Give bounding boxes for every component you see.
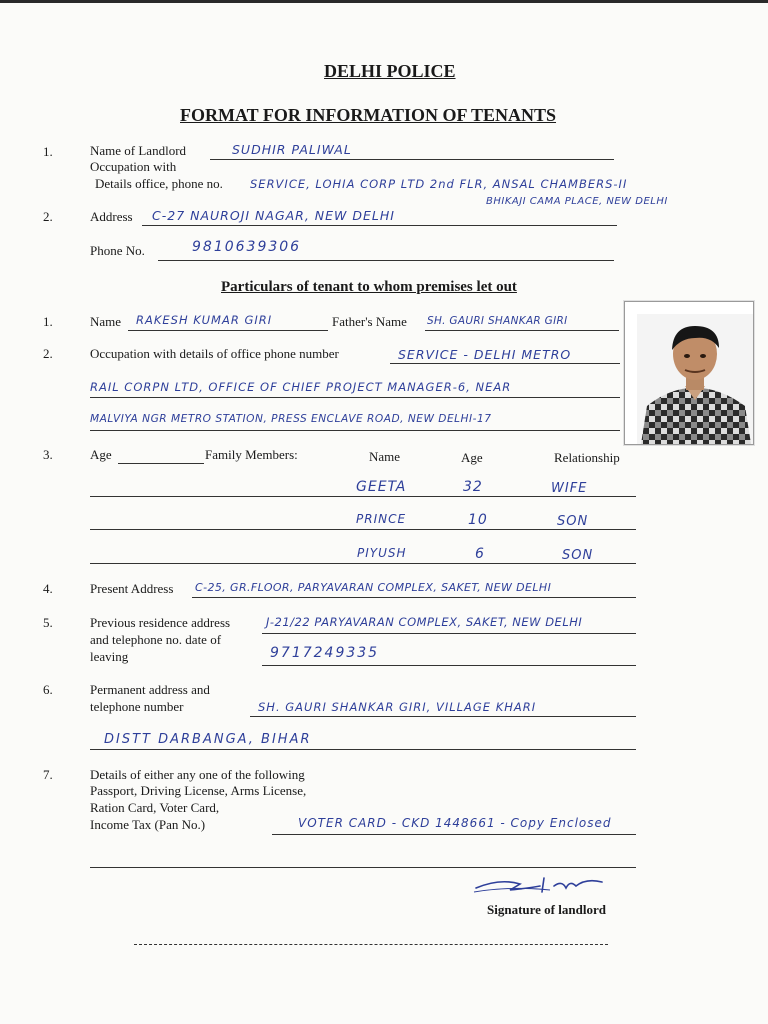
- details-office-label: Details office, phone no.: [95, 176, 223, 191]
- family-member-name: PIYUSH: [357, 546, 407, 560]
- tenant-occupation-label: Occupation with details of office phone number: [90, 346, 339, 361]
- tenant-section-heading: Particulars of tenant to whom premises let out: [221, 279, 517, 295]
- item-number: 1.: [43, 314, 53, 329]
- col-header-age: Age: [461, 450, 483, 465]
- family-member-age: 10: [468, 512, 488, 528]
- tenant-name-line: [128, 330, 328, 331]
- address-line: [142, 225, 617, 226]
- previous-address-value: J-21/22 PARYAVARAN COMPLEX, SAKET, NEW DELHI: [266, 615, 583, 629]
- permanent-address-line: [250, 716, 636, 717]
- landlord-signature: [470, 870, 610, 900]
- landlord-name-value: SUDHIR PALIWAL: [232, 142, 352, 157]
- previous-phone-label: and telephone no. date of: [90, 632, 222, 647]
- family-row-line: [90, 529, 636, 530]
- landlord-address-value: C-27 NAUROJI NAGAR, NEW DELHI: [152, 208, 395, 223]
- family-row-line: [90, 496, 636, 497]
- family-member-age: 32: [463, 479, 483, 495]
- father-name-line: [425, 330, 619, 331]
- id-types-label-2: Ration Card, Voter Card,: [90, 800, 220, 815]
- id-details-line: [272, 834, 636, 835]
- family-member-name: GEETA: [356, 479, 407, 495]
- date-of-leaving-label: leaving: [90, 649, 129, 664]
- pan-label: Income Tax (Pan No.): [90, 817, 206, 832]
- age-label: Age: [90, 447, 112, 462]
- item-number: 1.: [43, 144, 53, 159]
- family-member-relationship: SON: [562, 548, 594, 563]
- present-address-label: Present Address: [90, 581, 174, 596]
- org-title: DELHI POLICE: [324, 61, 456, 81]
- permanent-address-value: SH. GAURI SHANKAR GIRI, VILLAGE KHARI: [258, 700, 537, 714]
- family-member-age: 6: [475, 546, 485, 562]
- tenant-occupation-value-3: MALVIYA NGR METRO STATION, PRESS ENCLAVE ROAD, NEW DELHI-17: [90, 413, 492, 425]
- age-line: [118, 463, 204, 464]
- scan-top-edge: [0, 0, 768, 3]
- tenant-photo: [624, 301, 754, 445]
- permanent-address-value-2: DISTT DARBANGA, BIHAR: [104, 732, 312, 747]
- family-members-label: Family Members:: [205, 447, 298, 462]
- tenant-occupation-value: SERVICE - DELHI METRO: [398, 347, 572, 362]
- previous-phone-line: [262, 665, 636, 666]
- father-name-label: Father's Name: [332, 314, 407, 329]
- family-row-line: [90, 563, 636, 564]
- phone-label: Phone No.: [90, 243, 145, 258]
- occupation-label: Occupation with: [90, 159, 177, 174]
- item-number: 2.: [43, 346, 53, 361]
- family-member-name: PRINCE: [356, 512, 407, 526]
- father-name-value: SH. GAURI SHANKAR GIRI: [427, 315, 568, 327]
- col-header-name: Name: [369, 449, 401, 464]
- present-address-line: [192, 597, 636, 598]
- landlord-name-line: [210, 159, 614, 160]
- col-header-relationship: Relationship: [554, 450, 620, 465]
- tenant-occupation-value-2: RAIL CORPN LTD, OFFICE OF CHIEF PROJECT MANAGER-6, NEAR: [90, 380, 512, 394]
- permanent-phone-label: telephone number: [90, 699, 184, 714]
- item-number: 3.: [43, 447, 53, 462]
- tenant-occupation-line-2: [90, 397, 620, 398]
- tenant-occupation-line: [390, 363, 620, 364]
- permanent-address-label: Permanent address and: [90, 682, 210, 697]
- item-number: 7.: [43, 767, 53, 782]
- phone-line: [158, 260, 614, 261]
- previous-address-label: Previous residence address: [90, 615, 231, 630]
- landlord-occupation-value: SERVICE, LOHIA CORP LTD 2nd FLR, ANSAL CHAMBERS-II: [250, 177, 628, 191]
- previous-address-line: [262, 633, 636, 634]
- person-portrait-icon: [637, 314, 753, 444]
- previous-phone-value: 9717249335: [270, 645, 380, 661]
- id-details-line-2: [90, 867, 636, 868]
- family-member-relationship: SON: [557, 514, 589, 529]
- tenant-occupation-line-3: [90, 430, 620, 431]
- id-details-label: Details of either any one of the following: [90, 767, 305, 782]
- item-number: 5.: [43, 615, 53, 630]
- id-types-label: Passport, Driving License, Arms License,: [90, 783, 307, 798]
- tenant-name-value: RAKESH KUMAR GIRI: [136, 313, 273, 327]
- bottom-separator: [134, 944, 608, 945]
- tenant-name-label: Name: [90, 314, 122, 329]
- landlord-name-label: Name of Landlord: [90, 143, 187, 158]
- id-details-value: VOTER CARD - CKD 1448661 - Copy Enclosed: [298, 816, 612, 830]
- permanent-address-line-2: [90, 749, 636, 750]
- form-title: FORMAT FOR INFORMATION OF TENANTS: [180, 105, 557, 125]
- item-number: 2.: [43, 209, 53, 224]
- family-member-relationship: WIFE: [551, 481, 588, 496]
- landlord-phone-value: 9810639306: [192, 239, 302, 255]
- signature-label: Signature of landlord: [487, 902, 606, 917]
- item-number: 4.: [43, 581, 53, 596]
- address-label: Address: [90, 209, 133, 224]
- landlord-occupation-value-2: BHIKAJI CAMA PLACE, NEW DELHI: [486, 196, 668, 207]
- present-address-value: C-25, GR.FLOOR, PARYAVARAN COMPLEX, SAKET, NEW DELHI: [195, 581, 552, 594]
- item-number: 6.: [43, 682, 53, 697]
